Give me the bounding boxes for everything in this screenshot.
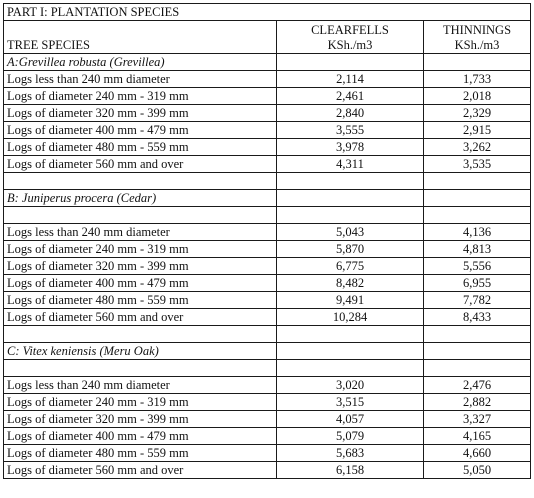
log-size-label: Logs of diameter 240 mm - 319 mm	[4, 88, 277, 105]
empty-cell	[277, 360, 424, 377]
clearfells-header	[277, 21, 424, 54]
log-size-label: Logs of diameter 480 mm - 559 mm	[4, 445, 277, 462]
table-row	[4, 445, 531, 462]
thinnings-price: 5,556	[424, 258, 531, 275]
spacer-row	[4, 360, 531, 377]
empty-cell	[424, 326, 531, 343]
clearfells-price: 8,482	[277, 275, 424, 292]
table-row	[4, 71, 531, 88]
thinnings-price: 8,433	[424, 309, 531, 326]
empty-cell	[424, 173, 531, 190]
species-name: B: Juniperus procera (Cedar)	[4, 190, 277, 207]
log-size-label: Logs of diameter 560 mm and over	[4, 156, 277, 173]
thinnings-price: 2,018	[424, 88, 531, 105]
log-size-label: Logs of diameter 480 mm - 559 mm	[4, 292, 277, 309]
table-row	[4, 309, 531, 326]
spacer-row	[4, 207, 531, 224]
clearfells-price: 3,515	[277, 394, 424, 411]
species-name: A:Grevillea robusta (Grevillea)	[4, 54, 277, 71]
log-size-label: Logs of diameter 320 mm - 399 mm	[4, 258, 277, 275]
table-row	[4, 258, 531, 275]
log-size-label: Logs of diameter 320 mm - 399 mm	[4, 411, 277, 428]
clearfells-price: 6,158	[277, 462, 424, 479]
species-row	[4, 343, 531, 360]
empty-cell	[424, 190, 531, 207]
empty-cell	[424, 54, 531, 71]
log-size-label: Logs of diameter 560 mm and over	[4, 462, 277, 479]
empty-cell	[424, 360, 531, 377]
thinnings-price: 3,327	[424, 411, 531, 428]
table-row	[4, 411, 531, 428]
log-size-label: Logs of diameter 400 mm - 479 mm	[4, 275, 277, 292]
empty-cell	[424, 207, 531, 224]
table-row	[4, 394, 531, 411]
empty-cell	[277, 54, 424, 71]
clearfells-price: 6,775	[277, 258, 424, 275]
thinnings-price: 7,782	[424, 292, 531, 309]
log-size-label: Logs of diameter 240 mm - 319 mm	[4, 241, 277, 258]
log-size-label: Logs of diameter 240 mm - 319 mm	[4, 394, 277, 411]
clearfells-price: 5,683	[277, 445, 424, 462]
table-row	[4, 156, 531, 173]
thinnings-header-unit: KSh./m3	[454, 38, 500, 52]
empty-cell	[4, 173, 277, 190]
log-size-label: Logs of diameter 400 mm - 479 mm	[4, 122, 277, 139]
clearfells-price: 2,114	[277, 71, 424, 88]
clearfells-price: 3,020	[277, 377, 424, 394]
table-row	[4, 462, 531, 479]
log-size-label: Logs of diameter 560 mm and over	[4, 309, 277, 326]
clearfells-price: 10,284	[277, 309, 424, 326]
thinnings-price: 4,660	[424, 445, 531, 462]
thinnings-price: 3,262	[424, 139, 531, 156]
empty-cell	[277, 190, 424, 207]
table-row	[4, 428, 531, 445]
part-title: PART I: PLANTATION SPECIES	[4, 4, 531, 21]
table-row	[4, 292, 531, 309]
log-size-label: Logs of diameter 320 mm - 399 mm	[4, 105, 277, 122]
spacer-row	[4, 173, 531, 190]
clearfells-header-unit: KSh./m3	[327, 38, 373, 52]
clearfells-price: 5,043	[277, 224, 424, 241]
log-size-label: Logs less than 240 mm diameter	[4, 377, 277, 394]
clearfells-price: 2,840	[277, 105, 424, 122]
clearfells-price: 3,555	[277, 122, 424, 139]
price-table-document	[3, 3, 530, 479]
table-row	[4, 88, 531, 105]
log-size-label: Logs of diameter 480 mm - 559 mm	[4, 139, 277, 156]
table-row	[4, 275, 531, 292]
empty-cell	[4, 326, 277, 343]
empty-cell	[277, 326, 424, 343]
thinnings-price: 4,136	[424, 224, 531, 241]
log-size-label: Logs less than 240 mm diameter	[4, 224, 277, 241]
thinnings-price: 1,733	[424, 71, 531, 88]
empty-cell	[277, 343, 424, 360]
thinnings-price: 2,476	[424, 377, 531, 394]
tree-species-header: TREE SPECIES	[4, 21, 277, 54]
clearfells-price: 4,311	[277, 156, 424, 173]
clearfells-price: 5,870	[277, 241, 424, 258]
clearfells-price: 2,461	[277, 88, 424, 105]
species-row	[4, 190, 531, 207]
table-row	[4, 122, 531, 139]
table-body	[4, 4, 531, 479]
empty-cell	[277, 173, 424, 190]
thinnings-header-label: THINNINGS	[442, 23, 512, 37]
clearfells-price: 5,079	[277, 428, 424, 445]
thinnings-header	[424, 21, 531, 54]
table-row	[4, 139, 531, 156]
empty-cell	[277, 207, 424, 224]
species-row	[4, 54, 531, 71]
log-size-label: Logs less than 240 mm diameter	[4, 71, 277, 88]
table-row	[4, 377, 531, 394]
thinnings-price: 4,165	[424, 428, 531, 445]
thinnings-price: 2,882	[424, 394, 531, 411]
spacer-row	[4, 326, 531, 343]
thinnings-price: 3,535	[424, 156, 531, 173]
thinnings-price: 2,329	[424, 105, 531, 122]
log-size-label: Logs of diameter 400 mm - 479 mm	[4, 428, 277, 445]
header-row	[4, 21, 531, 54]
species-name: C: Vitex keniensis (Meru Oak)	[4, 343, 277, 360]
clearfells-price: 4,057	[277, 411, 424, 428]
clearfells-price: 9,491	[277, 292, 424, 309]
empty-cell	[424, 343, 531, 360]
thinnings-price: 2,915	[424, 122, 531, 139]
part-title-row	[4, 4, 531, 21]
thinnings-price: 6,955	[424, 275, 531, 292]
table-row	[4, 105, 531, 122]
thinnings-price: 5,050	[424, 462, 531, 479]
thinnings-price: 4,813	[424, 241, 531, 258]
table-row	[4, 241, 531, 258]
clearfells-header-label: CLEARFELLS	[311, 23, 389, 37]
empty-cell	[4, 360, 277, 377]
clearfells-price: 3,978	[277, 139, 424, 156]
plantation-species-price-table	[3, 3, 531, 479]
empty-cell	[4, 207, 277, 224]
table-row	[4, 224, 531, 241]
